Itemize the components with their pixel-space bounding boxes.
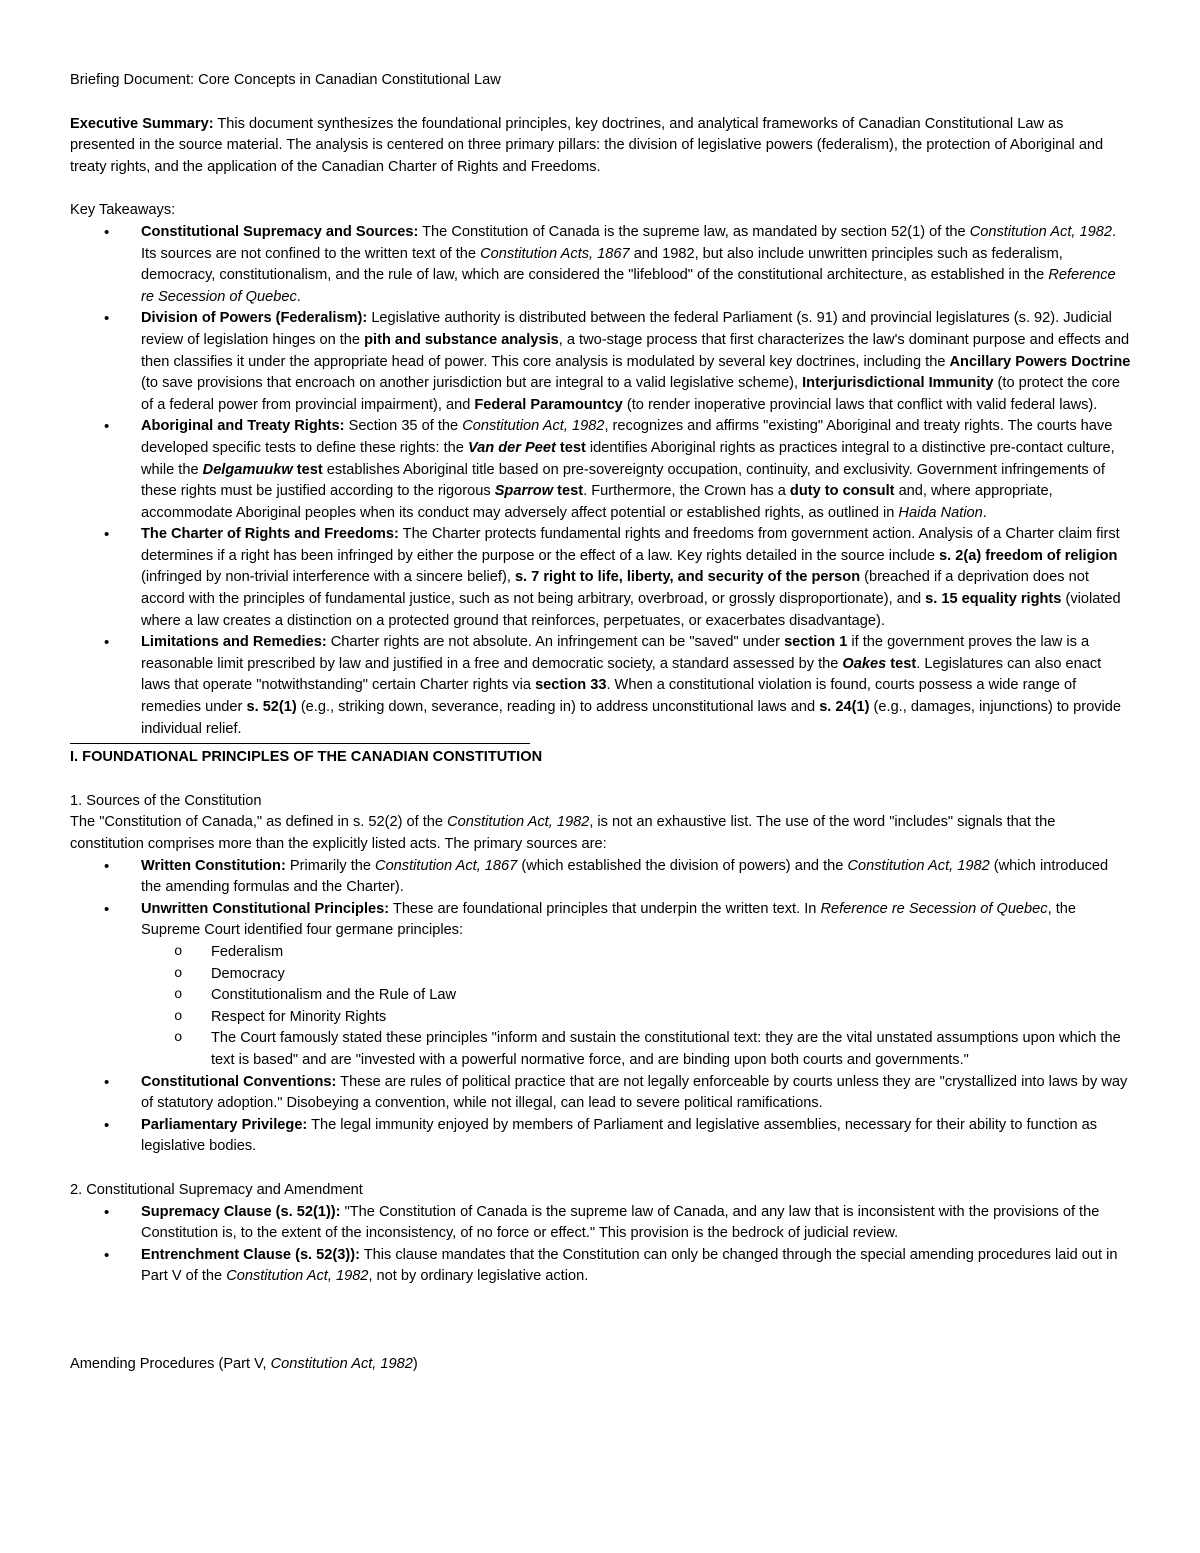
supremacy-list — [70, 1202, 1132, 1288]
takeaway-limitations: • Limitations and Remedies: Charter rights are not absolute. An infringement can be "saved" under section 1 if the government proves the law is a reasonable limit prescribed by law and justified in a free and democratic society, a standard assessed by the Oakes test. Legislatures can also enact laws that operate "notwithstanding" certain Charter rights via section 33. When a constitutional violation is found, courts possess a wide range of remedies under s. 52(1) (e.g., striking down, severance, reading in) to address unconstitutional laws and s. 24(1) (e.g., damages, injunctions) to provide individual relief. — [104, 634, 1121, 737]
bullet-icon: • — [104, 418, 110, 436]
principles-list — [141, 942, 1132, 1072]
bullet-icon: • — [104, 900, 110, 918]
sub-bullet-icon: o — [174, 987, 183, 1004]
subsection-heading: 2. Constitutional Supremacy and Amendment — [70, 1181, 363, 1198]
entrenchment-clause: • Entrenchment Clause (s. 52(3)): This clause mandates that the Constitution can only be changed through the special amending procedures laid out in Part V of the Constitution Act, 1982, not by ordinary legislative action. — [104, 1246, 1118, 1285]
bullet-icon: • — [104, 857, 110, 875]
bullet-icon: • — [104, 223, 110, 241]
bullet-icon: • — [104, 526, 110, 544]
subsection-heading: 1. Sources of the Constitution — [70, 792, 262, 809]
executive-summary: Executive Summary: This document synthesizes the foundational principles, key doctrines, and analytical frameworks of Canadian Constitutional Law as presented in the source material. The analysis is centered on three primary pillars: the division of legislative powers (federalism), the protection of Aboriginal and treaty rights, and the application of the Canadian Charter of Rights and Freedoms. — [70, 115, 1104, 175]
bullet-icon: • — [104, 1246, 110, 1264]
principle-item: o Federalism — [211, 942, 1132, 964]
document-page — [70, 70, 1132, 1375]
section-heading: I. FOUNDATIONAL PRINCIPLES OF THE CANADIAN CONSTITUTION — [70, 749, 543, 766]
source-conventions: • Constitutional Conventions: These are rules of political practice that are not legally enforceable by courts unless they are "crystallized into laws by way of statutory adoption." Disobeying a convention, while not illegal, can lead to severe political ramifications. — [104, 1073, 1128, 1112]
principle-item: o The Court famously stated these principles "inform and sustain the constitutional text: they are the vital unstated assumptions upon which the text is based" and are "invested with a powerful normative force, and are binding upon both courts and governments." — [174, 1030, 1121, 1068]
bullet-icon: • — [104, 310, 110, 328]
sub-bullet-icon: o — [174, 965, 183, 982]
takeaway-aboriginal-rights: • Aboriginal and Treaty Rights: Section 35 of the Constitution Act, 1982, recognizes and affirms "existing" Aboriginal and treaty rights. The courts have developed specific tests to define these rights: the Van der Peet test identifies Aboriginal rights as practices integral to a distinctive pre-contact culture, while the Delgamuukw test establishes Aboriginal title based on pre-sovereignty occupation, continuity, and exclusivity. Government infringements of these rights must be justified according to the rigorous Sparrow test. Furthermore, the Crown has a duty to consult and, where appropriate, accommodate Aboriginal peoples when its conduct may adversely affect potential or established rights, as outlined in Haida Nation. — [104, 418, 1115, 521]
takeaway-charter: • The Charter of Rights and Freedoms: The Charter protects fundamental rights and freedoms from government action. Analysis of a Charter claim first determines if a right has been infringed by either the purpose or the effect of a law. Key rights detailed in the source include s. 2(a) freedom of religion (infringed by non-trivial interference with a sincere belief), s. 7 right to life, liberty, and security of the person (breached if a deprivation does not accord with the principles of fundamental justice, such as not being arbitrary, overbroad, or grossly disproportionate), and s. 15 equality rights (violated where a law creates a distinction on a protected ground that reinforces, perpetuates, or exacerbates disadvantage). — [104, 526, 1121, 629]
bullet-icon: • — [104, 634, 110, 652]
sub-bullet-icon: o — [174, 943, 183, 960]
sub-bullet-icon: o — [174, 1030, 183, 1047]
takeaway-division-of-powers: • Division of Powers (Federalism): Legislative authority is distributed between the federal Parliament (s. 91) and provincial legislatures (s. 92). Judicial review of legislation hinges on the pith and substance analysis, a two-stage process that first characterizes the law's dominant purpose and effects and then classifies it under the appropriate head of power. This core analysis is modulated by several key doctrines, including the Ancillary Powers Doctrine (to save provisions that encroach on another jurisdiction but are integral to a valid legislative scheme), Interjurisdictional Immunity (to protect the core of a federal power from provincial impairment), and Federal Paramountcy (to render inoperative provincial laws that conflict with valid federal laws). — [104, 310, 1131, 413]
sources-intro: The "Constitution of Canada," as defined in s. 52(2) of the Constitution Act, 1982, is not an exhaustive list. The use of the word "includes" signals that the constitution comprises more than the explicitly listed acts. The primary sources are: — [70, 814, 1056, 852]
key-takeaways-heading: Key Takeaways: — [70, 202, 176, 219]
document-title: Briefing Document: Core Concepts in Canadian Constitutional Law — [70, 72, 501, 88]
principle-item: o Constitutionalism and the Rule of Law — [211, 985, 1132, 1007]
principle-item: o Respect for Minority Rights — [211, 1007, 1132, 1029]
key-takeaways-list — [70, 222, 1132, 740]
amending-procedures-heading: Amending Procedures (Part V, Constitution Act, 1982) — [70, 1355, 418, 1372]
source-unwritten: • Unwritten Constitutional Principles: These are foundational principles that underpin the written text. In Reference re Secession of Quebec, the Supreme Court identified four germane principles: o Federalism o Democracy o Constitutionalism and the Rule of Law o Respect for Minority Rights o The Court famously stated these principles "inform and sustain the constitutional text: they are the vital unstated assumptions upon which the text is based" and are "invested with a powerful normative force, and are binding upon both courts and governments." — [141, 899, 1132, 1072]
source-privilege: • Parliamentary Privilege: The legal immunity enjoyed by members of Parliament and legislative assemblies, necessary for their ability to function as legislative bodies. — [104, 1116, 1098, 1155]
bullet-icon: • — [104, 1073, 110, 1091]
sub-bullet-icon: o — [174, 1008, 183, 1025]
source-written: • Written Constitution: Primarily the Constitution Act, 1867 (which established the division of powers) and the Constitution Act, 1982 (which introduced the amending formulas and the Charter). — [104, 857, 1109, 896]
principle-item: o Democracy — [211, 964, 1132, 986]
supremacy-clause: • Supremacy Clause (s. 52(1)): "The Constitution of Canada is the supreme law of Canada, and any law that is inconsistent with the provisions of the Constitution is, to the extent of the inconsistency, of no force or effect." This provision is the bedrock of judicial review. — [104, 1203, 1100, 1242]
takeaway-supremacy: • Constitutional Supremacy and Sources: The Constitution of Canada is the supreme law, as mandated by section 52(1) of the Constitution Act, 1982. Its sources are not confined to the written text of the Constitution Acts, 1867 and 1982, but also include unwritten principles such as federalism, democracy, constitutionalism, and the rule of law, which are considered the "lifeblood" of the constitutional architecture, as established in the Reference re Secession of Quebec. — [104, 223, 1117, 305]
section-divider — [70, 743, 530, 744]
executive-summary-label: Executive Summary: — [70, 115, 214, 132]
bullet-icon: • — [104, 1116, 110, 1134]
bullet-icon: • — [104, 1203, 110, 1221]
sources-list — [70, 856, 1132, 1158]
